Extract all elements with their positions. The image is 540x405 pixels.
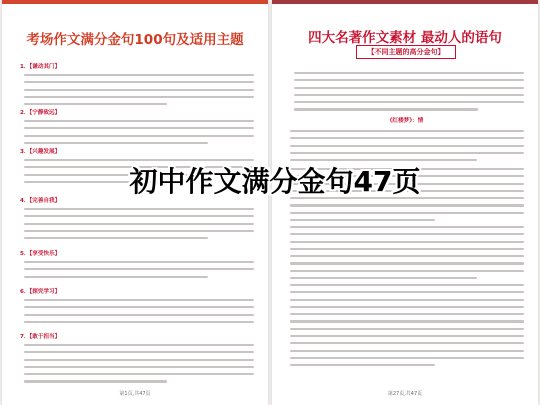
left-paragraph-2 (24, 120, 254, 149)
right-section-paragraph-4 (290, 284, 524, 371)
left-document-page (2, 0, 268, 405)
overlay-title: 初中作文满分金句47页 (129, 165, 421, 198)
left-paragraph-4 (24, 208, 254, 244)
left-page-number: 第1页,共47页 (119, 391, 151, 397)
left-paragraph-7 (24, 344, 254, 388)
left-paragraph-6 (24, 299, 254, 328)
overlay-banner (95, 160, 455, 200)
left-section-heading-2: 2．【宁静致远】 (20, 110, 61, 116)
left-section-heading-5: 5．【享受快乐】 (20, 251, 61, 257)
right-section-heading: 《红楼梦》：情 (386, 118, 424, 124)
right-page-number: 第27页,共47页 (387, 391, 423, 397)
left-paragraph-1 (24, 74, 254, 110)
left-section-heading-7: 7．【敢于担当】 (20, 334, 61, 340)
left-section-heading-1: 1．【谦动其门】 (20, 64, 61, 70)
right-document-page (272, 0, 538, 405)
right-page-subtitle: 【不同主题的高分金句】 (356, 45, 456, 59)
right-page-title: 四大名著作文素材 最动人的语句 (308, 30, 502, 46)
left-section-heading-6: 6．【探究学习】 (20, 289, 61, 295)
left-page-title: 考场作文满分金句100句及适用主题 (26, 32, 244, 48)
left-paragraph-5 (24, 261, 254, 283)
left-section-heading-3: 3．【兴趣发展】 (20, 149, 61, 155)
right-page-top-stripe (272, 0, 538, 4)
left-section-heading-4: 4．【完善自我】 (20, 198, 61, 204)
left-page-top-stripe (2, 0, 268, 4)
right-section-paragraph-3 (290, 226, 524, 284)
right-intro-paragraph (294, 72, 524, 116)
